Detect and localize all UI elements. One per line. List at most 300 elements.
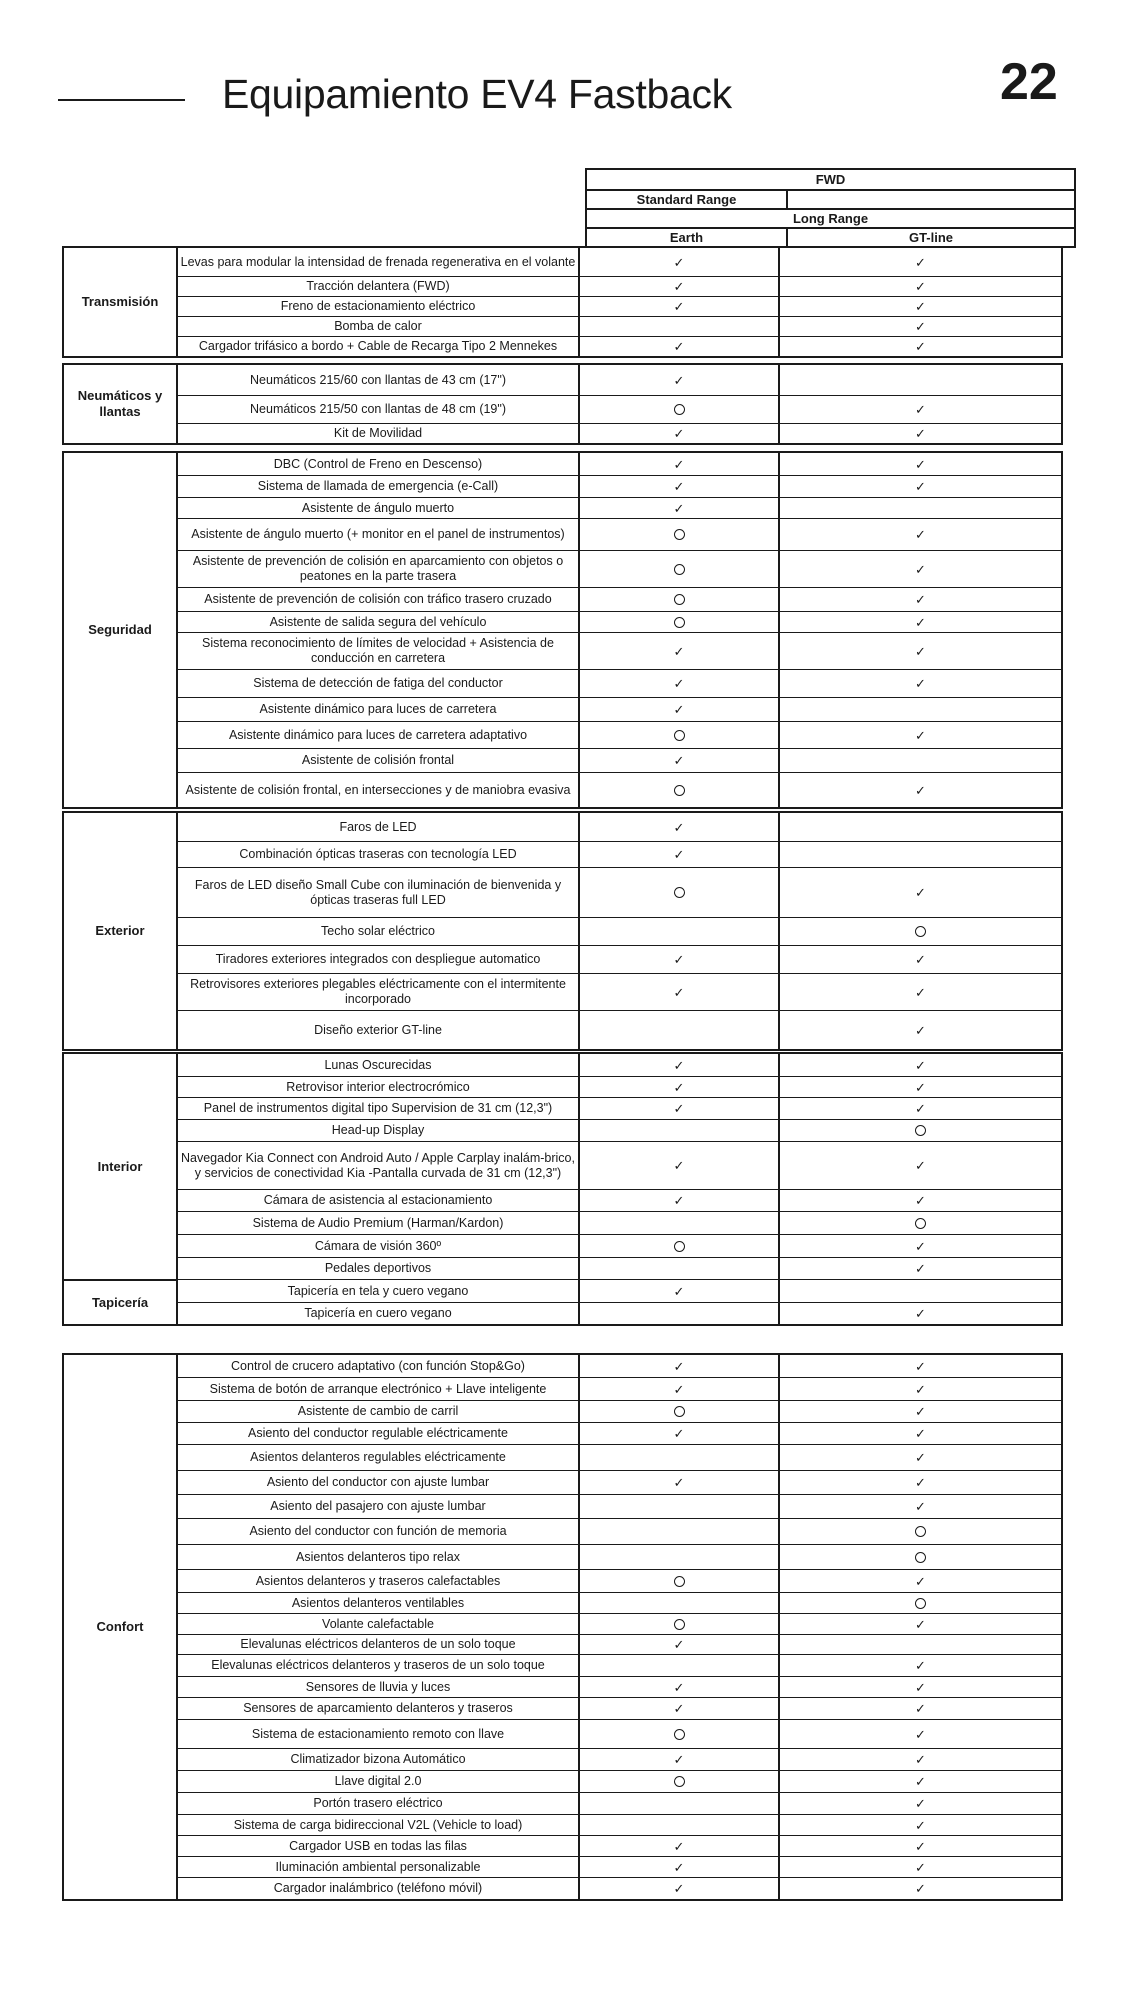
earth-cell xyxy=(580,1593,780,1613)
check-icon: ✓ xyxy=(915,1726,926,1742)
check-icon: ✓ xyxy=(673,339,685,354)
table-row xyxy=(178,1400,1061,1422)
circle-icon xyxy=(674,887,685,898)
feature-name: Neumáticos 215/60 con llantas de 43 cm (17") xyxy=(178,365,580,395)
circle-icon xyxy=(674,730,685,741)
check-icon: ✓ xyxy=(673,1881,685,1896)
feature-name: Retrovisor interior electrocrómico xyxy=(178,1077,580,1097)
feature-name: Tracción delantera (FWD) xyxy=(178,277,580,296)
gt-line-cell xyxy=(780,698,1061,721)
earth-cell xyxy=(580,1054,780,1076)
table-row xyxy=(178,1355,1061,1377)
table-row xyxy=(178,1697,1061,1719)
check-icon: ✓ xyxy=(673,819,685,835)
earth-cell xyxy=(580,1401,780,1422)
earth-cell xyxy=(580,1614,780,1634)
earth-cell xyxy=(580,946,780,973)
earth-cell xyxy=(580,365,780,395)
circle-icon xyxy=(674,1406,685,1417)
check-icon: ✓ xyxy=(915,1404,926,1419)
table-row xyxy=(178,1076,1061,1097)
check-icon: ✓ xyxy=(915,782,926,798)
table-row xyxy=(178,1097,1061,1119)
check-icon: ✓ xyxy=(915,1573,926,1589)
earth-cell xyxy=(580,1857,780,1877)
gt-line-cell xyxy=(780,297,1061,316)
header-standard-range-blank xyxy=(786,189,1076,210)
gt-line-cell xyxy=(780,1212,1061,1234)
earth-cell xyxy=(580,1635,780,1654)
earth-cell xyxy=(580,722,780,748)
table-section xyxy=(62,1052,1063,1326)
table-row xyxy=(178,697,1061,721)
feature-name: Elevalunas eléctricos delanteros y traseros de un solo toque xyxy=(178,1655,580,1676)
check-icon: ✓ xyxy=(673,254,685,270)
table-row xyxy=(178,1814,1061,1835)
check-icon: ✓ xyxy=(915,1838,926,1854)
check-icon: ✓ xyxy=(915,1057,926,1073)
gt-line-cell xyxy=(780,1235,1061,1257)
table-row xyxy=(178,1634,1061,1654)
check-icon: ✓ xyxy=(673,279,685,294)
earth-cell xyxy=(580,1445,780,1470)
check-icon: ✓ xyxy=(915,1796,926,1811)
feature-name: Llave digital 2.0 xyxy=(178,1771,580,1792)
circle-icon xyxy=(915,1598,926,1609)
check-icon: ✓ xyxy=(915,254,926,270)
gt-line-cell xyxy=(780,1878,1061,1899)
table-row xyxy=(178,867,1061,917)
check-icon: ✓ xyxy=(915,299,926,314)
gt-line-cell xyxy=(780,1593,1061,1613)
check-icon: ✓ xyxy=(673,1838,685,1854)
gt-line-cell xyxy=(780,1815,1061,1835)
check-icon: ✓ xyxy=(673,1637,685,1652)
table-row xyxy=(178,721,1061,748)
gt-line-cell xyxy=(780,612,1061,632)
check-icon: ✓ xyxy=(673,1358,685,1374)
gt-line-cell xyxy=(780,1355,1061,1377)
earth-cell xyxy=(580,588,780,611)
check-icon: ✓ xyxy=(673,1859,685,1875)
gt-line-cell xyxy=(780,974,1061,1010)
feature-name: Asientos delanteros regulables eléctricamente xyxy=(178,1445,580,1470)
check-icon: ✓ xyxy=(915,402,926,417)
table-row xyxy=(178,1054,1061,1076)
table-row xyxy=(178,1010,1061,1049)
table-row xyxy=(178,632,1061,669)
check-icon: ✓ xyxy=(915,1616,926,1632)
table-row xyxy=(178,1676,1061,1697)
table-row xyxy=(178,423,1061,443)
feature-name: Sensores de lluvia y luces xyxy=(178,1677,580,1697)
earth-cell xyxy=(580,612,780,632)
feature-name: Sistema de carga bidireccional V2L (Vehicle to load) xyxy=(178,1815,580,1835)
feature-name: Control de crucero adaptativo (con función Stop&Go) xyxy=(178,1355,580,1377)
table-row xyxy=(178,248,1061,276)
table-row xyxy=(178,518,1061,550)
circle-icon xyxy=(674,1729,685,1740)
check-icon: ✓ xyxy=(915,614,926,630)
check-icon: ✓ xyxy=(673,952,685,967)
circle-icon xyxy=(915,1218,926,1229)
table-row xyxy=(178,1654,1061,1676)
feature-name: Sistema de estacionamiento remoto con llave xyxy=(178,1720,580,1748)
earth-cell xyxy=(580,1878,780,1899)
gt-line-cell xyxy=(780,1519,1061,1544)
table-row xyxy=(178,1377,1061,1400)
check-icon: ✓ xyxy=(915,1450,926,1465)
feature-name: Cámara de asistencia al estacionamiento xyxy=(178,1190,580,1211)
circle-icon xyxy=(674,1241,685,1252)
earth-cell xyxy=(580,396,780,423)
gt-line-cell xyxy=(780,1258,1061,1279)
table-row xyxy=(178,1141,1061,1189)
feature-name: Cámara de visión 360º xyxy=(178,1235,580,1257)
feature-name: Asistente de salida segura del vehículo xyxy=(178,612,580,632)
feature-name: Asiento del conductor con ajuste lumbar xyxy=(178,1471,580,1494)
feature-name: Bomba de calor xyxy=(178,317,580,336)
table-row xyxy=(178,841,1061,867)
table-row xyxy=(178,1494,1061,1518)
earth-cell xyxy=(580,1355,780,1377)
circle-icon xyxy=(674,564,685,575)
feature-name: Sensores de aparcamiento delanteros y traseros xyxy=(178,1698,580,1719)
circle-icon xyxy=(915,1552,926,1563)
table-row xyxy=(178,1770,1061,1792)
table-section xyxy=(62,1353,1063,1901)
check-icon: ✓ xyxy=(673,1381,685,1397)
earth-cell xyxy=(580,1720,780,1748)
earth-cell xyxy=(580,1378,780,1400)
table-row xyxy=(178,669,1061,697)
earth-cell xyxy=(580,1098,780,1119)
table-row xyxy=(178,611,1061,632)
feature-name: Portón trasero eléctrico xyxy=(178,1793,580,1814)
check-icon: ✓ xyxy=(673,1079,685,1095)
check-icon: ✓ xyxy=(673,456,685,472)
feature-name: Asistente de ángulo muerto (+ monitor en el panel de instrumentos) xyxy=(178,519,580,550)
earth-cell xyxy=(580,453,780,475)
earth-cell xyxy=(580,424,780,443)
feature-name: Faros de LED xyxy=(178,813,580,841)
check-icon: ✓ xyxy=(673,676,685,691)
circle-icon xyxy=(674,404,685,415)
check-icon: ✓ xyxy=(915,1499,926,1514)
check-icon: ✓ xyxy=(673,702,685,717)
table-row xyxy=(178,365,1061,395)
feature-name: Pedales deportivos xyxy=(178,1258,580,1279)
gt-line-cell xyxy=(780,1655,1061,1676)
earth-cell xyxy=(580,1793,780,1814)
feature-name: Asistente de prevención de colisión en aparcamiento con objetos o peatones en la parte trasera xyxy=(178,551,580,587)
table-row xyxy=(178,453,1061,475)
category-label: Neumáticos y llantas xyxy=(64,365,178,443)
feature-name: Sistema de llamada de emergencia (e-Call) xyxy=(178,476,580,497)
gt-line-cell xyxy=(780,1280,1061,1302)
earth-cell xyxy=(580,248,780,276)
table-row xyxy=(178,1518,1061,1544)
earth-cell xyxy=(580,551,780,587)
gt-line-cell xyxy=(780,1378,1061,1400)
check-icon: ✓ xyxy=(915,279,926,294)
circle-icon xyxy=(674,1776,685,1787)
circle-icon xyxy=(915,1526,926,1537)
check-icon: ✓ xyxy=(915,952,926,967)
table-section xyxy=(62,363,1063,445)
feature-name: Asientos delanteros ventilables xyxy=(178,1593,580,1613)
check-icon: ✓ xyxy=(915,984,926,1000)
feature-name: Asientos delanteros tipo relax xyxy=(178,1545,580,1569)
check-icon: ✓ xyxy=(915,1752,926,1767)
header-gt-line: GT-line xyxy=(786,227,1076,248)
gt-line-cell xyxy=(780,1545,1061,1569)
table-row xyxy=(178,945,1061,973)
check-icon: ✓ xyxy=(915,1079,926,1095)
feature-name: Asientos delanteros y traseros calefactables xyxy=(178,1570,580,1592)
table-row xyxy=(178,1748,1061,1770)
check-icon: ✓ xyxy=(673,299,685,314)
table-row xyxy=(178,296,1061,316)
feature-name: Cargador USB en todas las filas xyxy=(178,1836,580,1856)
earth-cell xyxy=(580,519,780,550)
earth-cell xyxy=(580,1235,780,1257)
earth-cell xyxy=(580,698,780,721)
feature-name: Tiradores exteriores integrados con despliegue automatico xyxy=(178,946,580,973)
gt-line-cell xyxy=(780,773,1061,807)
table-row xyxy=(178,1234,1061,1257)
earth-cell xyxy=(580,1423,780,1444)
check-icon: ✓ xyxy=(915,1358,926,1374)
gt-line-cell xyxy=(780,1635,1061,1654)
earth-cell xyxy=(580,749,780,772)
gt-line-cell xyxy=(780,1771,1061,1792)
earth-cell xyxy=(580,868,780,917)
feature-name: Asistente de colisión frontal xyxy=(178,749,580,772)
feature-name: Tapicería en tela y cuero vegano xyxy=(178,1280,580,1302)
gt-line-cell xyxy=(780,476,1061,497)
feature-name: Kit de Movilidad xyxy=(178,424,580,443)
table-row xyxy=(178,1719,1061,1748)
gt-line-cell xyxy=(780,1677,1061,1697)
table-row xyxy=(178,316,1061,336)
gt-line-cell xyxy=(780,1445,1061,1470)
feature-name: Panel de instrumentos digital tipo Supervision de 31 cm (12,3") xyxy=(178,1098,580,1119)
table-row xyxy=(178,1444,1061,1470)
check-icon: ✓ xyxy=(673,1426,685,1441)
feature-name: Faros de LED diseño Small Cube con iluminación de bienvenida y ópticas traseras full LED xyxy=(178,868,580,917)
feature-name: Iluminación ambiental personalizable xyxy=(178,1857,580,1877)
check-icon: ✓ xyxy=(915,1426,926,1441)
check-icon: ✓ xyxy=(915,1475,926,1490)
check-icon: ✓ xyxy=(673,500,685,516)
table-row xyxy=(178,772,1061,807)
category-label: Seguridad xyxy=(64,453,178,807)
check-icon: ✓ xyxy=(915,727,926,743)
earth-cell xyxy=(580,918,780,945)
table-row xyxy=(178,395,1061,423)
earth-cell xyxy=(580,1677,780,1697)
earth-cell xyxy=(580,1545,780,1569)
earth-cell xyxy=(580,1519,780,1544)
gt-line-cell xyxy=(780,946,1061,973)
table-row xyxy=(178,1569,1061,1592)
check-icon: ✓ xyxy=(915,592,926,607)
earth-cell xyxy=(580,842,780,867)
gt-line-cell xyxy=(780,1857,1061,1877)
table-row xyxy=(178,1257,1061,1279)
page-title: Equipamiento EV4 Fastback xyxy=(222,71,732,117)
feature-name: Freno de estacionamiento eléctrico xyxy=(178,297,580,316)
check-icon: ✓ xyxy=(673,1701,685,1716)
feature-name: Asistente de cambio de carril xyxy=(178,1401,580,1422)
gt-line-cell xyxy=(780,1471,1061,1494)
earth-cell xyxy=(580,1190,780,1211)
check-icon: ✓ xyxy=(915,1859,926,1875)
gt-line-cell xyxy=(780,670,1061,697)
earth-cell xyxy=(580,1258,780,1279)
earth-cell xyxy=(580,1471,780,1494)
gt-line-cell xyxy=(780,551,1061,587)
circle-icon xyxy=(915,1125,926,1136)
table-row xyxy=(178,1856,1061,1877)
check-icon: ✓ xyxy=(673,1193,685,1208)
earth-cell xyxy=(580,1570,780,1592)
earth-cell xyxy=(580,1698,780,1719)
page-number: 22 xyxy=(1000,53,1058,111)
feature-name: Climatizador bizona Automático xyxy=(178,1749,580,1770)
check-icon: ✓ xyxy=(915,1238,926,1254)
check-icon: ✓ xyxy=(915,479,926,494)
table-row xyxy=(178,475,1061,497)
check-icon: ✓ xyxy=(673,1475,685,1490)
check-icon: ✓ xyxy=(915,339,926,354)
check-icon: ✓ xyxy=(915,319,926,334)
gt-line-cell xyxy=(780,1698,1061,1719)
earth-cell xyxy=(580,337,780,356)
gt-line-cell xyxy=(780,1836,1061,1856)
feature-name: Cargador inalámbrico (teléfono móvil) xyxy=(178,1878,580,1899)
table-row xyxy=(178,1792,1061,1814)
table-row xyxy=(178,276,1061,296)
gt-line-cell xyxy=(780,1614,1061,1634)
earth-cell xyxy=(580,974,780,1010)
check-icon: ✓ xyxy=(915,426,926,441)
category-label: Transmisión xyxy=(64,248,178,356)
feature-name: DBC (Control de Freno en Descenso) xyxy=(178,453,580,475)
circle-icon xyxy=(674,785,685,796)
feature-name: Asiento del conductor regulable eléctricamente xyxy=(178,1423,580,1444)
feature-name: Cargador trifásico a bordo + Cable de Recarga Tipo 2 Mennekes xyxy=(178,337,580,356)
gt-line-cell xyxy=(780,813,1061,841)
table-row xyxy=(178,550,1061,587)
check-icon: ✓ xyxy=(673,1679,685,1695)
feature-name: Combinación ópticas traseras con tecnología LED xyxy=(178,842,580,867)
earth-cell xyxy=(580,1495,780,1518)
earth-cell xyxy=(580,813,780,841)
circle-icon xyxy=(674,617,685,628)
gt-line-cell xyxy=(780,1495,1061,1518)
feature-name: Asiento del conductor con función de memoria xyxy=(178,1519,580,1544)
check-icon: ✓ xyxy=(915,1381,926,1397)
gt-line-cell xyxy=(780,498,1061,518)
gt-line-cell xyxy=(780,842,1061,867)
check-icon: ✓ xyxy=(915,456,926,472)
feature-name: Head-up Display xyxy=(178,1120,580,1141)
earth-cell xyxy=(580,1836,780,1856)
table-row xyxy=(178,1835,1061,1856)
gt-line-cell xyxy=(780,1793,1061,1814)
gt-line-cell xyxy=(780,588,1061,611)
title-rule xyxy=(58,99,185,101)
gt-line-cell xyxy=(780,1120,1061,1141)
gt-line-cell xyxy=(780,1720,1061,1748)
feature-name: Diseño exterior GT-line xyxy=(178,1011,580,1049)
check-icon: ✓ xyxy=(915,1022,926,1038)
check-icon: ✓ xyxy=(915,1193,926,1208)
gt-line-cell xyxy=(780,1401,1061,1422)
gt-line-cell xyxy=(780,317,1061,336)
table-section xyxy=(62,451,1063,809)
check-icon: ✓ xyxy=(915,1158,926,1173)
feature-name: Asistente dinámico para luces de carretera xyxy=(178,698,580,721)
category-label: Confort xyxy=(64,1355,178,1899)
table-section xyxy=(62,246,1063,358)
check-icon: ✓ xyxy=(915,1101,926,1116)
gt-line-cell xyxy=(780,1570,1061,1592)
gt-line-cell xyxy=(780,1423,1061,1444)
check-icon: ✓ xyxy=(915,1881,926,1896)
feature-name: Navegador Kia Connect con Android Auto / Apple Carplay inalám-brico, y servicios de conectividad Kia -Pantalla curvada de 31 cm (12,3") xyxy=(178,1142,580,1189)
table-row xyxy=(178,917,1061,945)
check-icon: ✓ xyxy=(673,1752,685,1767)
gt-line-cell xyxy=(780,722,1061,748)
table-row xyxy=(178,1189,1061,1211)
earth-cell xyxy=(580,633,780,669)
gt-line-cell xyxy=(780,633,1061,669)
table-row xyxy=(178,587,1061,611)
earth-cell xyxy=(580,1655,780,1676)
category-label: Tapicería xyxy=(64,1279,178,1324)
header-long-range: Long Range xyxy=(585,208,1076,229)
feature-name: Neumáticos 215/50 con llantas de 48 cm (19") xyxy=(178,396,580,423)
table-row xyxy=(178,813,1061,841)
gt-line-cell xyxy=(780,1303,1061,1324)
earth-cell xyxy=(580,1280,780,1302)
feature-name: Asistente de prevención de colisión con tráfico trasero cruzado xyxy=(178,588,580,611)
category-label: Interior xyxy=(64,1054,178,1279)
gt-line-cell xyxy=(780,749,1061,772)
gt-line-cell xyxy=(780,1749,1061,1770)
earth-cell xyxy=(580,1142,780,1189)
check-icon: ✓ xyxy=(673,984,685,1000)
table-row xyxy=(178,973,1061,1010)
table-row xyxy=(178,1119,1061,1141)
earth-cell xyxy=(580,1011,780,1049)
circle-icon xyxy=(674,529,685,540)
earth-cell xyxy=(580,1303,780,1324)
feature-name: Asistente de colisión frontal, en intersecciones y de maniobra evasiva xyxy=(178,773,580,807)
table-row xyxy=(178,748,1061,772)
check-icon: ✓ xyxy=(915,561,926,577)
table-row xyxy=(178,1613,1061,1634)
check-icon: ✓ xyxy=(915,885,926,900)
gt-line-cell xyxy=(780,1077,1061,1097)
check-icon: ✓ xyxy=(673,643,685,659)
circle-icon xyxy=(674,1576,685,1587)
table-row xyxy=(178,1877,1061,1899)
table-row xyxy=(178,1302,1061,1324)
